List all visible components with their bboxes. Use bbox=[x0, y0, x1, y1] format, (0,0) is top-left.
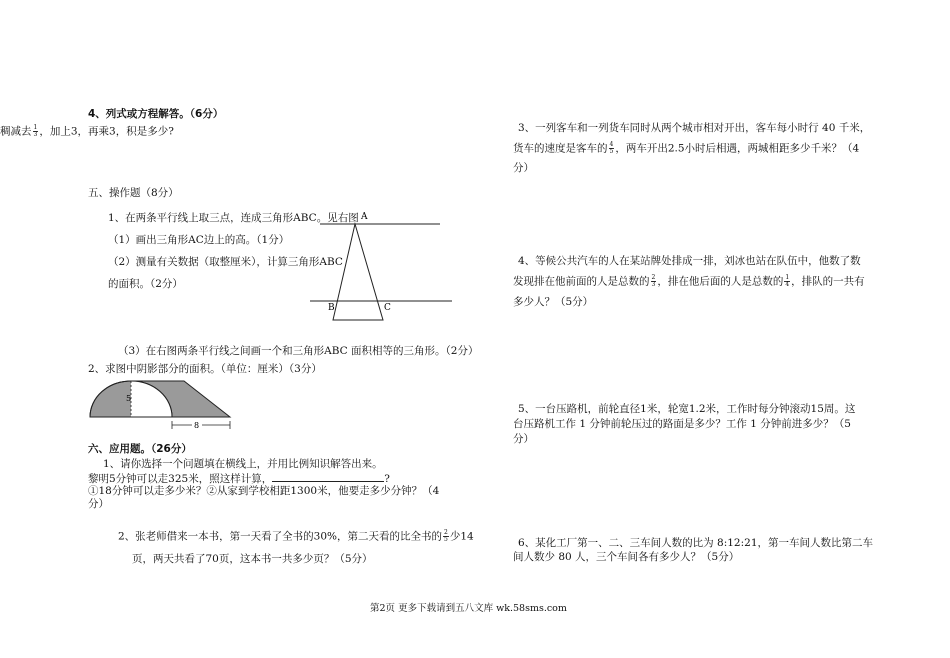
sec6-q2-line2: 页，两天共看了70页，这本书一共多少页？（5分） bbox=[132, 553, 373, 565]
height-label: 5 bbox=[126, 394, 132, 403]
shaded-area-figure bbox=[88, 377, 238, 432]
sec6-q1-line2: 黎明5分钟可以走325米，照这样计算， ? bbox=[88, 473, 390, 485]
fill-in-blank[interactable] bbox=[272, 471, 384, 482]
sec6-q1-line3: ①18分钟可以走多少米？②从家到学校相距1300米，他要走多少分钟？（4 bbox=[88, 485, 440, 497]
sec5-q1-line4: 的面积。（2分） bbox=[108, 278, 183, 290]
label-a: A bbox=[361, 212, 368, 222]
section6-title: 六、应用题。（26分） bbox=[88, 443, 192, 455]
sec5-q2: 2、求图中阴影部分的面积。（单位：厘米）（3分） bbox=[88, 363, 322, 375]
q4-text-post: ，加上3，再乘3，积是多少? bbox=[39, 125, 174, 138]
sec5-q1-line3: （2）测量有关数据（取整厘米），计算三角形ABC bbox=[108, 256, 343, 268]
sec6-q1-line2-text: 黎明5分钟可以走325米，照这样计算， bbox=[88, 473, 273, 485]
r-q4-line2: 发现排在他前面的人是总数的 $\frac{2}{3}$ ，排在他后面的人是总数的 $\frac{1}{4}$ ，排队的一共有 bbox=[513, 274, 865, 288]
r-q6-line1: 6、某化工厂第一、二、三车间人数的比为 8:12:21，第一车间人数比第二车 bbox=[518, 537, 873, 549]
r-q5-line2: 台压路机工作 1 分钟前轮压过的路面是多少？工作 1 分钟前进多少？（5 bbox=[513, 418, 851, 430]
fraction-one-fourth: $\frac{1}{4}$ bbox=[785, 274, 790, 288]
r-q3-line2: 货车的速度是客车的 $\frac{4}{5}$ ，两车开出2.5小时后相遇，两城相距多少千米？（4 bbox=[513, 141, 860, 155]
fraction-four-fifths: $\frac{4}{5}$ bbox=[609, 141, 614, 155]
label-c: C bbox=[384, 303, 391, 313]
sec5-q1-line1: 1、在两条平行线上取三点，连成三角形ABC。见右图 bbox=[108, 212, 359, 224]
section5-title: 五、操作题（8分） bbox=[88, 187, 179, 199]
r-q5-line1: 5、一台压路机，前轮直径1米，轮宽1.2米，工作时每分钟滚动15周。这 bbox=[518, 403, 856, 415]
r-q4-line1: 4、等候公共汽车的人在某站牌处排成一排，刘冰也站在队伍中，他数了数 bbox=[518, 255, 861, 267]
sec5-q1-line5: （3）在右图两条平行线之间画一个和三角形ABC 面积相等的三角形。（2分） bbox=[118, 345, 479, 357]
r-q5-line3: 分） bbox=[513, 433, 534, 445]
page-footer: 第2页 更多下载请到五八文库 wk.58sms.com bbox=[370, 603, 567, 614]
sec6-q2-line1: 2、张老师借来一本书，第一天看了全书的30%，第二天看的比全书的 $\frac{2}{5}$ 少14 bbox=[118, 529, 474, 543]
label-b: B bbox=[328, 303, 335, 313]
sec6-q1-line4: 分） bbox=[88, 498, 109, 510]
fraction-one-third: $\frac{1}{3}$ bbox=[33, 124, 38, 138]
fraction-two-thirds: $\frac{2}{3}$ bbox=[651, 274, 656, 288]
fraction-two-fifths: $\frac{2}{5}$ bbox=[444, 529, 448, 543]
triangle-abc bbox=[333, 224, 383, 320]
q4-question bbox=[0, 125, 174, 138]
r-q3-line3: 分） bbox=[513, 162, 534, 174]
q4-text-pre: 稠减去 bbox=[0, 125, 32, 138]
triangle-abc-figure bbox=[300, 210, 460, 325]
r-q3-line1: 3、一列客车和一列货车同时从两个城市相对开出，客车每小时行 40 千米， bbox=[518, 122, 871, 134]
sec5-q1-line2: （1）画出三角形AC边上的高。（1分） bbox=[108, 234, 290, 246]
q4-title: 4、列式或方程解答。（6分） bbox=[88, 108, 224, 120]
r-q4-line3: 多少人？（5分） bbox=[513, 296, 594, 308]
sec6-q1-line1: 1、请你选择一个问题填在横线上，并用比例知识解答出来。 bbox=[103, 458, 383, 470]
base-label: 8 bbox=[194, 421, 200, 430]
r-q6-line2: 间人数少 80 人，三个车间各有多少人？（5分） bbox=[513, 551, 740, 563]
